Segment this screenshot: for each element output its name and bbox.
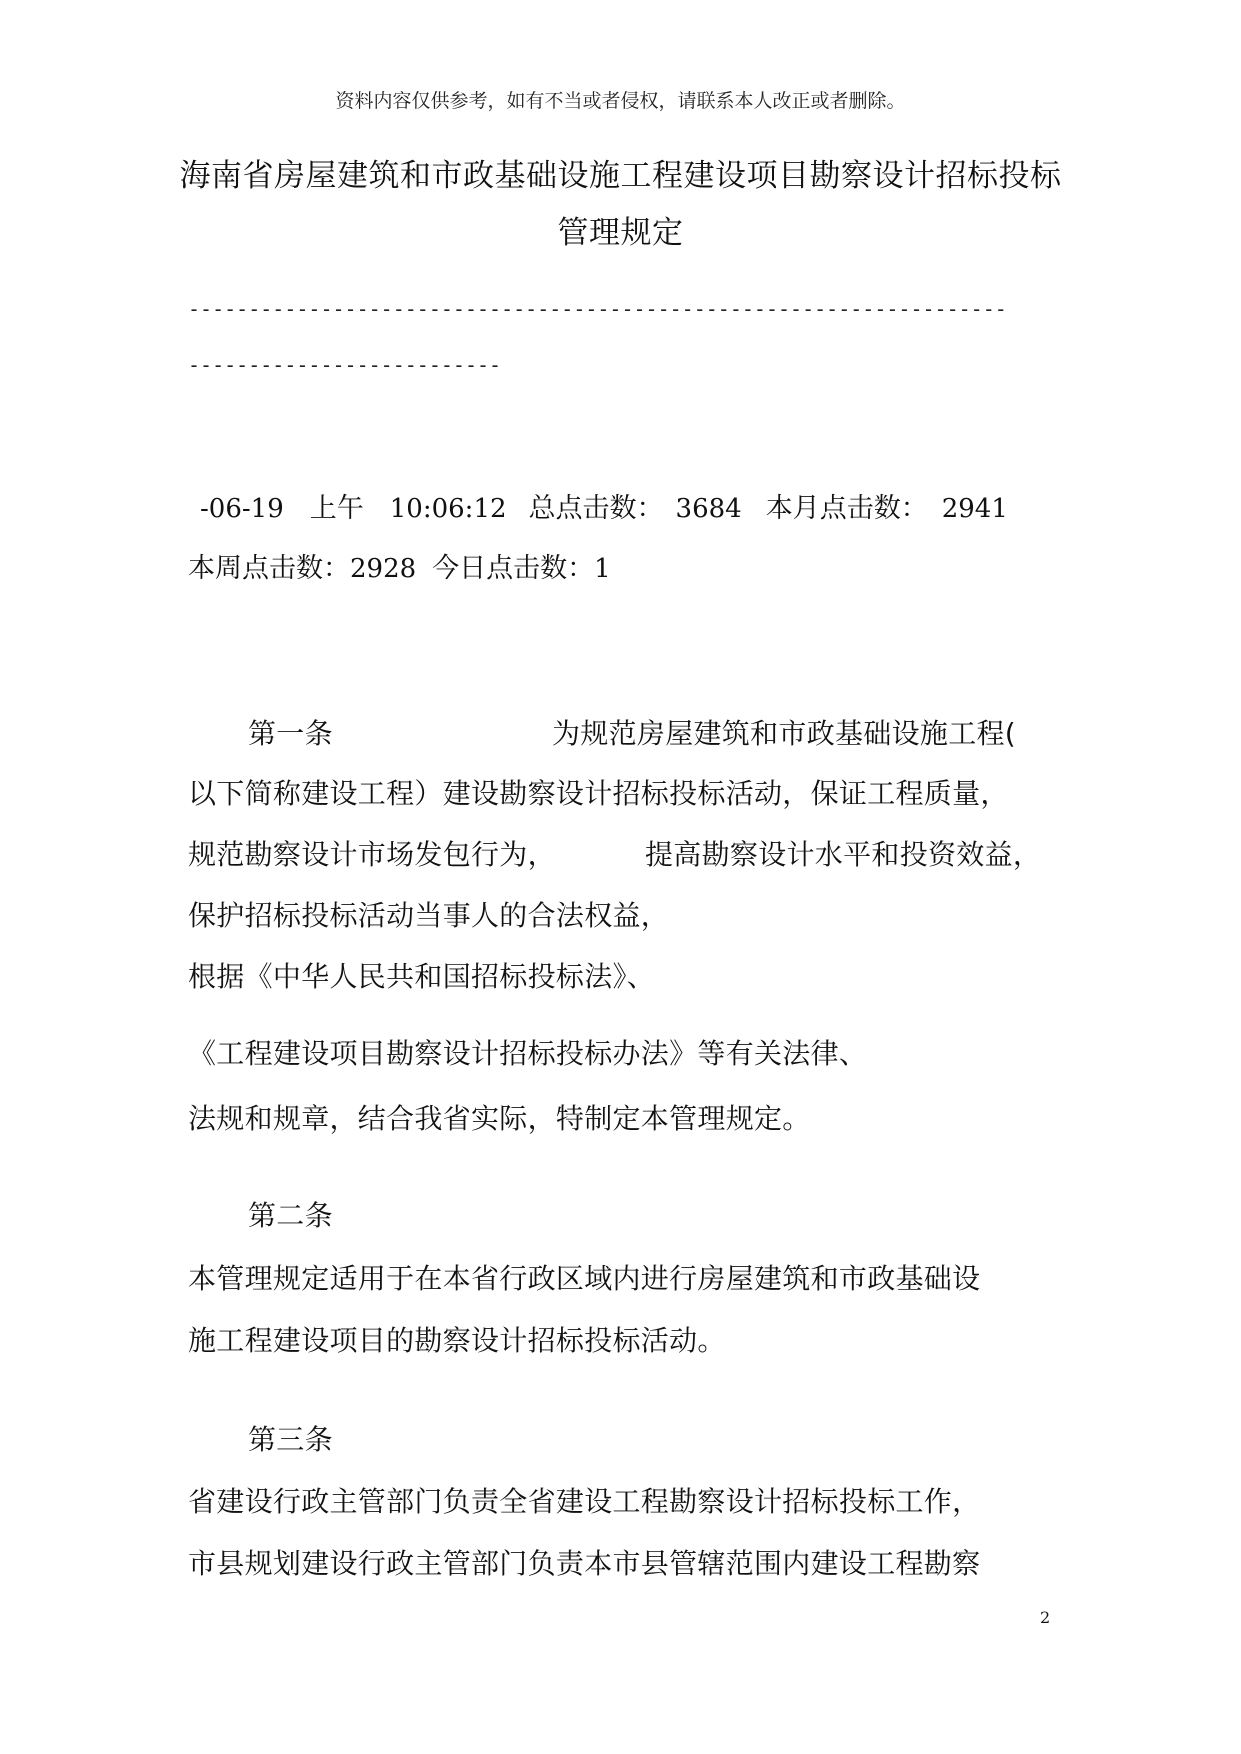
article-1-first-line: 为规范房屋建筑和市政基础设施工程( <box>552 717 1017 750</box>
article-2-line: 施工程建设项目的勘察设计招标投标活动。 <box>188 1324 726 1357</box>
meta-today-label: 今日点击数： <box>432 553 595 584</box>
article-1-line: 以下简称建设工程）建设勘察设计招标投标活动，保证工程质量， <box>188 777 1009 810</box>
separator-line1: -------------------------------------------------------------------- <box>188 297 1007 321</box>
article-1-line: 提高勘察设计水平和投资效益， <box>645 838 1042 871</box>
article-1-line: 保护招标投标活动当事人的合法权益， <box>188 899 670 932</box>
meta-line-2 <box>188 546 611 585</box>
article-1-line: 根据《中华人民共和国招标投标法》、 <box>188 960 656 993</box>
article-2-line: 本管理规定适用于在本省行政区域内进行房屋建筑和市政基础设 <box>188 1262 981 1295</box>
meta-ampm: 上午 <box>309 493 364 524</box>
meta-total-label: 总点击数： <box>528 493 664 524</box>
article-2-heading: 第二条 <box>248 1199 333 1232</box>
meta-total-value: 3684 <box>675 494 742 524</box>
document-title-line1: 海南省房屋建筑和市政基础设施工程建设项目勘察设计招标投标 <box>179 158 1062 194</box>
article-1-line: 规范勘察设计市场发包行为， <box>188 838 556 871</box>
article-1-line: 《工程建设项目勘察设计招标投标办法》等有关法律、 <box>188 1037 868 1070</box>
article-3-line: 省建设行政主管部门负责全省建设工程勘察设计招标投标工作， <box>188 1485 981 1518</box>
disclaimer-note: 资料内容仅供参考，如有不当或者侵权，请联系本人改正或者删除。 <box>335 90 906 112</box>
meta-today-value: 1 <box>594 554 611 584</box>
article-1-line: 法规和规章，结合我省实际，特制定本管理规定。 <box>188 1102 811 1135</box>
meta-line-1 <box>200 486 1008 525</box>
article-1-heading: 第一条 <box>248 717 333 750</box>
meta-month-value: 2941 <box>941 494 1008 524</box>
meta-month-label: 本月点击数： <box>765 493 928 524</box>
meta-time: 10:06:12 <box>389 494 507 524</box>
page-number: 2 <box>1040 1608 1051 1627</box>
document-title-line2: 管理规定 <box>557 215 684 251</box>
meta-week-label: 本周点击数： <box>188 553 350 584</box>
article-3-heading: 第三条 <box>248 1423 333 1456</box>
meta-date: -06-19 <box>200 494 284 524</box>
article-3-line: 市县规划建设行政主管部门负责本市县管辖范围内建设工程勘察 <box>188 1547 981 1580</box>
meta-week-value: 2928 <box>350 554 417 584</box>
separator-line2: -------------------------- <box>188 353 502 377</box>
